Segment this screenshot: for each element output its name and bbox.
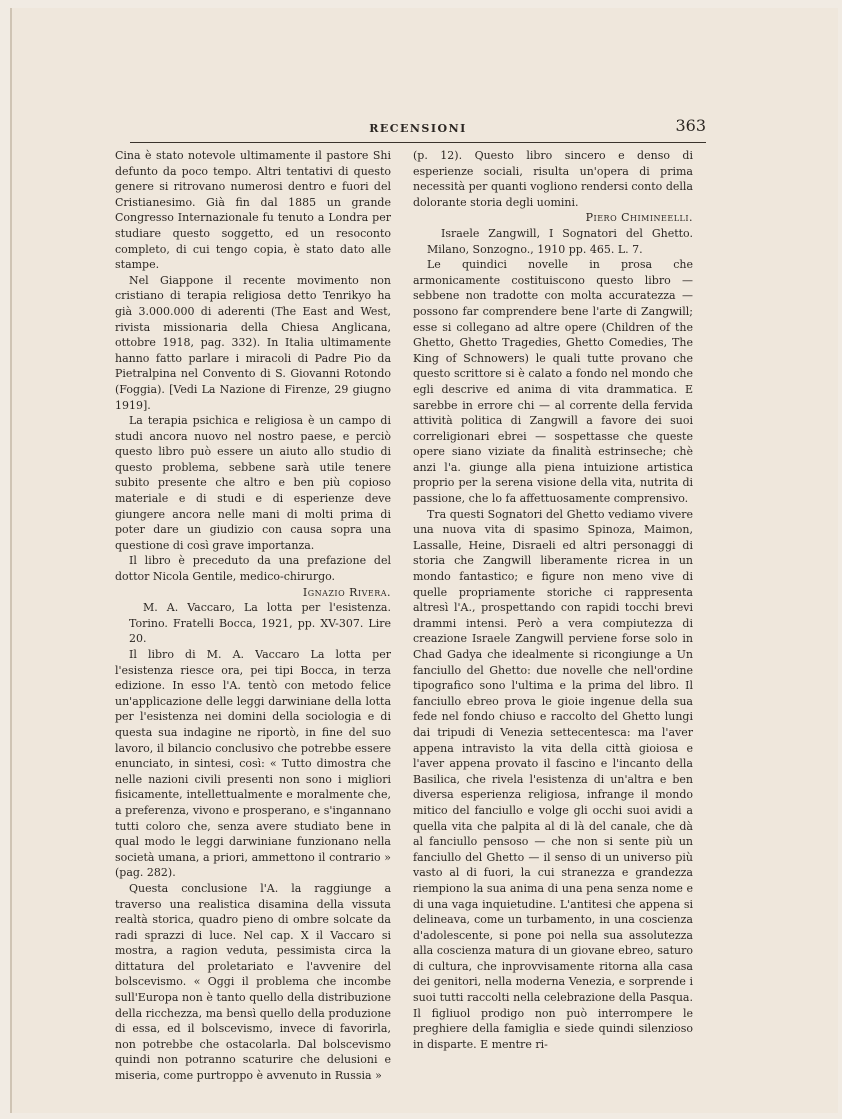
paragraph: Questa conclusione l'A. la raggiunge a traverso una realistica disamina della vissuta realtà storica, quadro pieno di ombre solcate da radi sprazzi di luce. Nel cap. X il Vaccaro si mostra, a ragion veduta, pessimista circa la dittatura del proletariato e l'avvenire del bolscevismo. « Oggi il problema che incombe sull'Europa non è tanto quello della distribuzione della ricchezza, ma bensì quello della produzione di essa, ed il bolscevismo, invece di favorirla, non potrebbe che ostacolarla. Dal bolscevismo quindi non potranno scaturire che delusioni e miseria, come purtroppo è avvenuto in Russia » [115,881,391,1083]
paragraph: Le quindici novelle in prosa che armonicamente costituiscono questo libro — sebbene non tradotte con molta accuratezza — possono far comprendere bene l'arte di Zangwill; esse si collegano ad altre opere (Children of the Ghetto, Ghetto Tragedies, Ghetto Comedies, The King of Schnowers) le quali tutte provano che questo scrittore si è calato a fondo nel mondo che egli descrive ed anima di vita drammatica. E sarebbe in errore chi — al corrente della fervida attività politica di Zangwill a favore dei suoi correligionari ebrei — sospettasse che queste opere siano viziate da finalità estrinseche; chè anzi l'a. giunge alla piena intuizione artistica proprio per la serena visione della vita, nutrita di passione, che lo fa affettuosamente comprensivo. [413,258,693,506]
paragraph: Il libro è preceduto da una prefazione del dottor Nicola Gentile, medico-chirurgo. [115,554,391,584]
paragraph: Cina è stato notevole ultimamente il pastore Shi defunto da poco tempo. Altri tentativi di questo genere si ritrovano numerosi dentro e fuori del Cristianesimo. Già fin dal 1885 un grande Congresso Internazionale fu tenuto a Londra per studiare questo soggetto, ed un resoconto completo, di cui tengo copia, è stato dato alle stampe. [115,149,391,272]
paragraph: Tra questi Sognatori del Ghetto vediamo vivere una nuova vita di spasimo Spinoza, Maimon, Lassalle, Heine, Disraeli ed altri personaggi di storia che Zangwill liberamente ricrea in un mondo fantastico; e figure non meno vive di quelle propriamente storiche ci rappresenta altresì l'A., prospettando con rapidi tocchi brevi drammi intensi. Però a vera compiutezza di creazione Israele Zangwill perviene forse solo in Chad Gadya che idealmente si ricongiunge a Un fanciullo del Ghetto: due novelle che nell'ordine tipografico sono l'ultima e la prima del libro. Il fanciullo ebreo prova le gioie ingenue della sua fede nel fondo chiuso e raccolto del Ghetto lungi dai tripudi di Venezia settecentesca: ma l'aver appena intravisto la vita della città gioiosa e l'aver appena provato il fascino e l'incanto della Basilica, che rivela l'esistenza di un'altra e ben diversa esperienza religiosa, infrange il mondo mitico del fanciullo e volge gli occhi suoi avidi a quella vita che palpita al di là del canale, che dà al fanciullo pensoso — che non si sente più un fanciullo del Ghetto — il senso di un universo più vasto al di fuori, la cui stranezza e grandezza riempiono la sua anima di una pena senza nome e di una vaga inquietudine. L'antitesi che appena si delineava, come un turbamento, in una coscienza d'adolescente, si pone poi nella sua assolutezza alla coscienza matura di un giovane ebreo, saturo di cultura, che inprovvisamente ritorna alla casa dei genitori, nella moderna Venezia, e sorprende i suoi tutti raccolti nella celebrazione della Pasqua. Il figliuol prodigo non può interrompere le preghiere della famiglia e siede quindi silenzioso in disparte. E mentre ri- [413,507,693,1051]
review-signature: Ignazio Rivera. [302,585,391,599]
page-number: 363 [675,116,706,135]
review-signature: Piero Chimineelli. [585,211,693,225]
paragraph: La terapia psichica e religiosa è un campo di studi ancora nuovo nel nostro paese, e perciò questo libro può essere un aiuto allo studio di questo problema, sebbene sarà utile tenere subito presente che altro e ben più copioso materiale e di studi e di esperienze deve giungere ancora nelle mani di molti prima di poter dare un giudizio con causa sopra una questione di così grave importanza. [115,414,391,552]
section-title: RECENSIONI [369,122,467,135]
review-entry-heading: Israele Zangwill, I Sognatori del Ghetto. Milano, Sonzogno., 1910 pp. 465. L. 7. [427,226,693,256]
review-entry-heading: M. A. Vaccaro, La lotta per l'esistenza. Torino. Fratelli Bocca, 1921, pp. XV-307. Lire 20. [129,601,391,646]
paragraph: (p. 12). Questo libro sincero e denso di esperienze sociali, risulta un'opera di prima necessità per quanti vogliono rendersi conto della dolorante storia degli uomini. [413,149,693,209]
running-head [130,116,706,143]
paragraph: Il libro di M. A. Vaccaro La lotta per l'esistenza riesce ora, pei tipi Bocca, in terza edizione. In esso l'A. tentò con metodo felice un'applicazione delle leggi darwiniane della lotta per l'esistenza nei domini della sociologia e di questa sua indagine ne riportò, in fine del suo lavoro, il bilancio conclusivo che potrebbe essere enunciato, in sintesi, così: « Tutto dimostra che nelle nazioni civili presenti non sono i migliori fisicamente, intellettualmente e moralmente che, a preferenza, vivono e prosperano, e s'ingannano tutti coloro che, senza avere studiato bene in qual modo le leggi darwiniane funzionano nella società umana, a priori, ammettono il contrario » (pag. 282). [115,648,391,880]
right-column [413,148,693,1052]
paragraph: Nel Giappone il recente movimento non cristiano di terapia religiosa detto Tenrikyo ha già 3.000.000 di aderenti (The East and West, rivista missionaria della Chiesa Anglicana, ottobre 1918, pag. 332). In Italia ultimamente hanno fatto parlare i miracoli di Padre Pio da Pietralpina nel Convento di S. Giovanni Rotondo (Foggia). [Vedi La Nazione di Firenze, 29 giugno 1919]. [115,273,391,412]
left-column [115,148,391,1084]
